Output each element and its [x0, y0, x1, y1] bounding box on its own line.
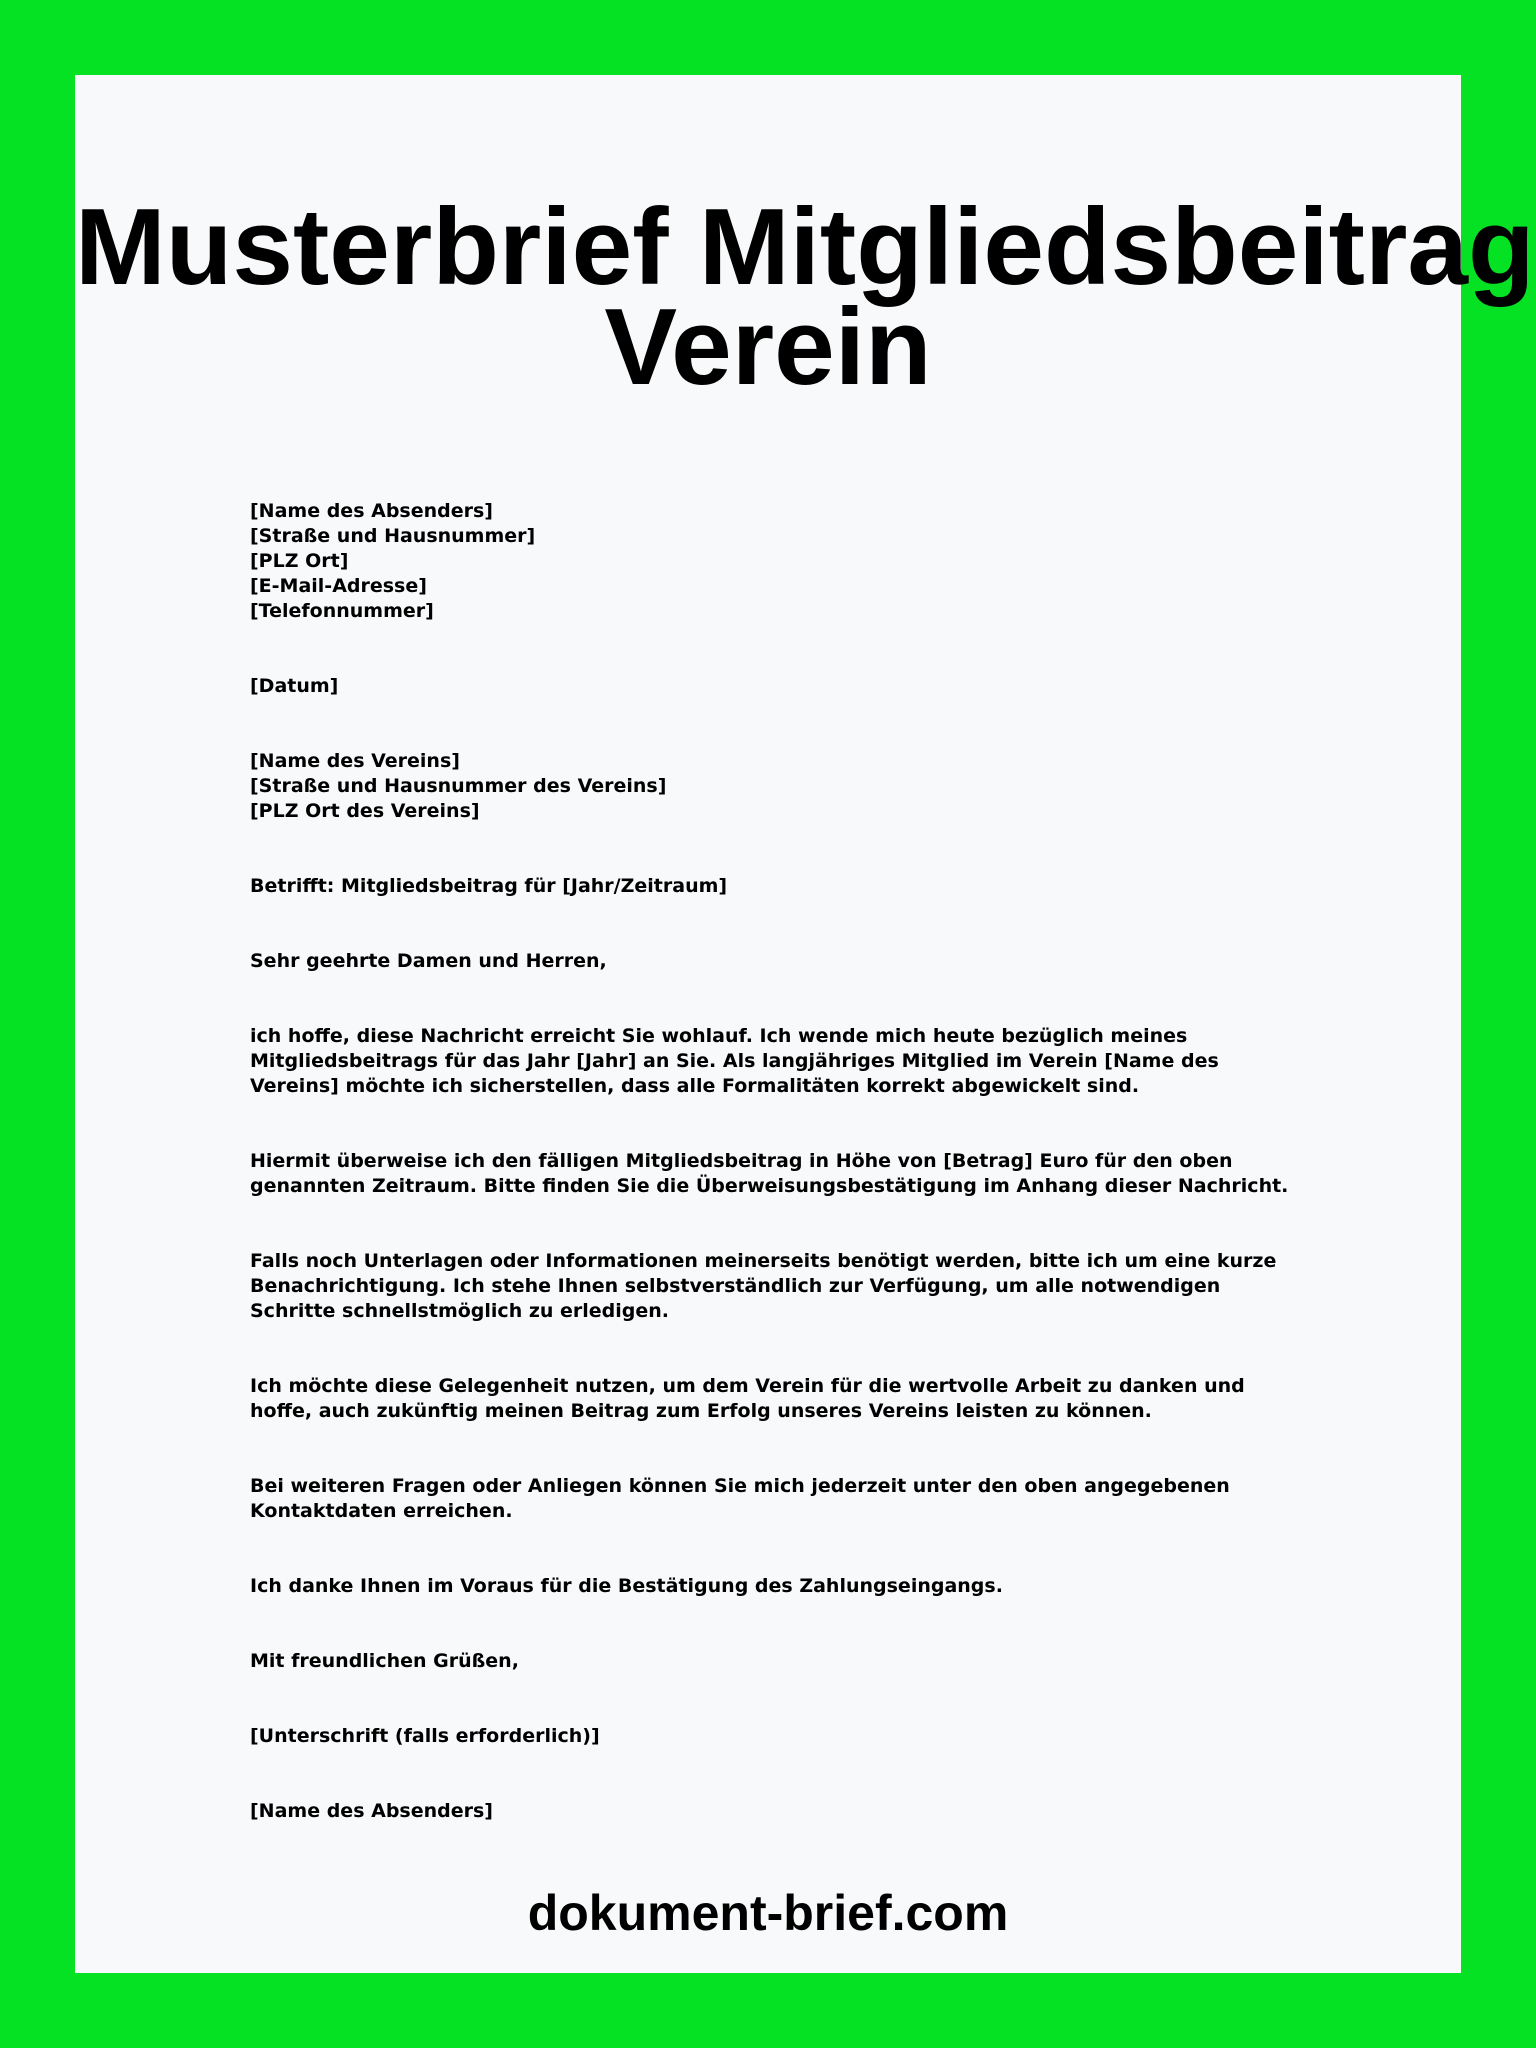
site-footer: dokument-brief.com — [527, 1885, 1009, 1941]
title-line-2: Verein — [604, 286, 932, 408]
recipient-street: [Straße und Hausnummer des Vereins] — [250, 775, 667, 797]
salutation: Sehr geehrte Damen und Herren, — [250, 950, 607, 972]
sender-city: [PLZ Ort] — [250, 550, 349, 572]
body-paragraph: Ich möchte diese Gelegenheit nutzen, um dem Verein für die wertvolle Arbeit zu danken und hoffe, auch zukünftig meinen Beitrag zum Erfolg unseres Vereins leisten zu können. — [250, 1375, 1245, 1422]
letter-page — [75, 75, 1535, 1973]
signoff-name: [Name des Absenders] — [250, 1800, 493, 1822]
subject-line: Betrifft: Mitgliedsbeitrag für [Jahr/Zeitraum] — [250, 875, 728, 897]
recipient-name: [Name des Vereins] — [250, 750, 460, 772]
letter-date — [250, 674, 1290, 699]
recipient-city: [PLZ Ort des Vereins] — [250, 800, 480, 822]
sender-email: [E-Mail-Adresse] — [250, 575, 427, 597]
sender-name: [Name des Absenders] — [250, 500, 493, 522]
signature-placeholder: [Unterschrift (falls erforderlich)] — [250, 1725, 600, 1747]
sender-phone: [Telefonnummer] — [250, 600, 434, 622]
body-paragraph: Falls noch Unterlagen oder Informationen meinerseits benötigt werden, bitte ich um eine kurze Benachrichtigung. Ich stehe Ihnen selbstverständlich zur Verfügung, um alle notwendigen Schritte schnellstmöglich zu erledigen. — [250, 1250, 1277, 1322]
letter-body — [250, 499, 1290, 1874]
title-line-1: Musterbrief Mitgliedsbeitrag — [75, 186, 1535, 308]
page-title — [75, 186, 1535, 408]
sender-street: [Straße und Hausnummer] — [250, 525, 536, 547]
body-paragraph: Hiermit überweise ich den fälligen Mitgliedsbeitrag in Höhe von [Betrag] Euro für den oben genannten Zeitraum. Bitte finden Sie die Überweisungsbestätigung im Anhang dieser Nachricht. — [250, 1150, 1289, 1197]
sender-address — [250, 499, 1290, 624]
recipient-address — [250, 749, 1290, 824]
closing: Mit freundlichen Grüßen, — [250, 1650, 519, 1672]
body-paragraph: ich hoffe, diese Nachricht erreicht Sie wohlauf. Ich wende mich heute bezüglich meines Mitgliedsbeitrags für das Jahr [Jahr] an Sie. Als langjähriges Mitglied im Verein [Name des Vereins] möchte ich sicherstellen, dass alle Formalitäten korrekt abgewickelt sind. — [250, 1025, 1219, 1097]
date-text: [Datum] — [250, 675, 339, 697]
body-paragraph: Bei weiteren Fragen oder Anliegen können Sie mich jederzeit unter den oben angegebenen Kontaktdaten erreichen. — [250, 1475, 1230, 1522]
body-paragraph: Ich danke Ihnen im Voraus für die Bestätigung des Zahlungseingangs. — [250, 1575, 1003, 1597]
